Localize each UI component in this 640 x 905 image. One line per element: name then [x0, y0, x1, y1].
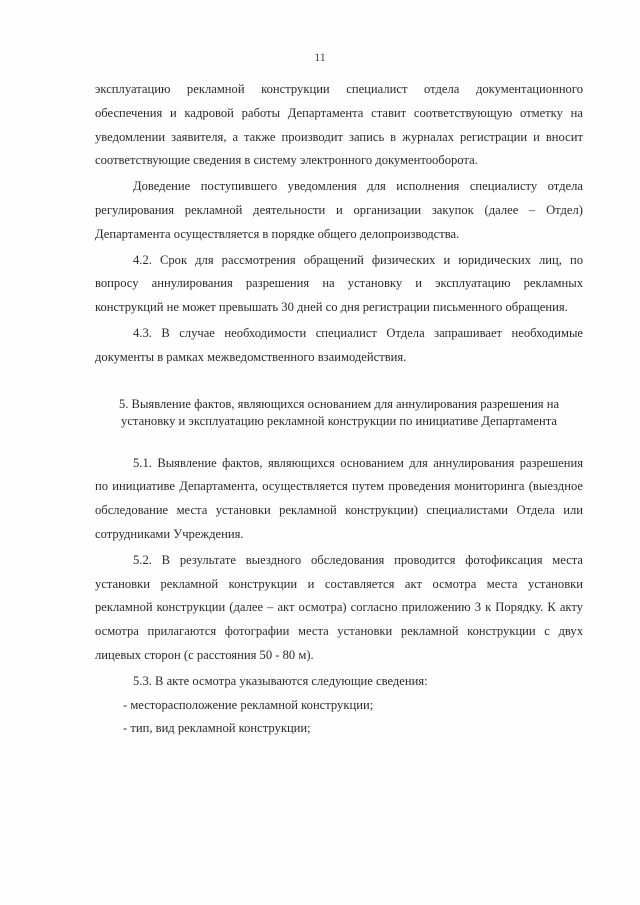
document-body: [95, 78, 583, 741]
paragraph-5-3: 5.3. В акте осмотра указываются следующие сведения:: [133, 673, 428, 688]
paragraph-continuation: эксплуатацию рекламной конструкции специалист отдела документационного обеспечения и кадровой работы Департамента ставит соответствующую отметку на уведомлении заявителя, а также производит запись в журналах регистрации и вносит соответствующие сведения в систему электронного документооборота.: [95, 82, 583, 168]
paragraph-5-2: 5.2. В результате выездного обследования проводится фотофиксация места установки рекламной конструкции и составляется акт осмотра места установки рекламной конструкции (далее – акт осмотра) согласно приложению 3 к Порядку. К акту осмотра прилагаются фотографии места установки рекламной конструкции с двух лицевых сторон (с расстояния 50 - 80 м).: [95, 552, 583, 662]
paragraph-4-3: 4.3. В случае необходимости специалист Отдела запрашивает необходимые документы в рамках межведомственного взаимодействия.: [95, 325, 583, 364]
paragraph-notification-delivery: Доведение поступившего уведомления для исполнения специалисту отдела регулирования рекламной деятельности и организации закупок (далее – Отдел) Департамента осуществляется в порядке общего делопроизводства.: [95, 179, 583, 241]
paragraph-4-2: 4.2. Срок для рассмотрения обращений физических и юридических лиц, по вопросу аннулирования разрешения на установку и эксплуатацию рекламных конструкций не может превышать 30 дней со дня регистрации письменного обращения.: [95, 252, 583, 315]
list-item-type: - тип, вид рекламной конструкции;: [123, 721, 311, 736]
paragraph-5-1: 5.1. Выявление фактов, являющихся основанием для аннулирования разрешения по инициативе Департамента, осуществляется путем проведения мониторинга (выездное обследование места установки рекламной конструкции) специалистами Отдела или сотрудниками Учреждения.: [95, 455, 583, 541]
page-number: 11: [314, 50, 326, 64]
list-item-location: - месторасположение рекламной конструкции;: [123, 697, 374, 712]
section-5-heading: 5. Выявление фактов, являющихся основанием для аннулирования разрешения на установку и эксплуатацию рекламной конструкции по инициативе Департамента: [118, 396, 560, 429]
